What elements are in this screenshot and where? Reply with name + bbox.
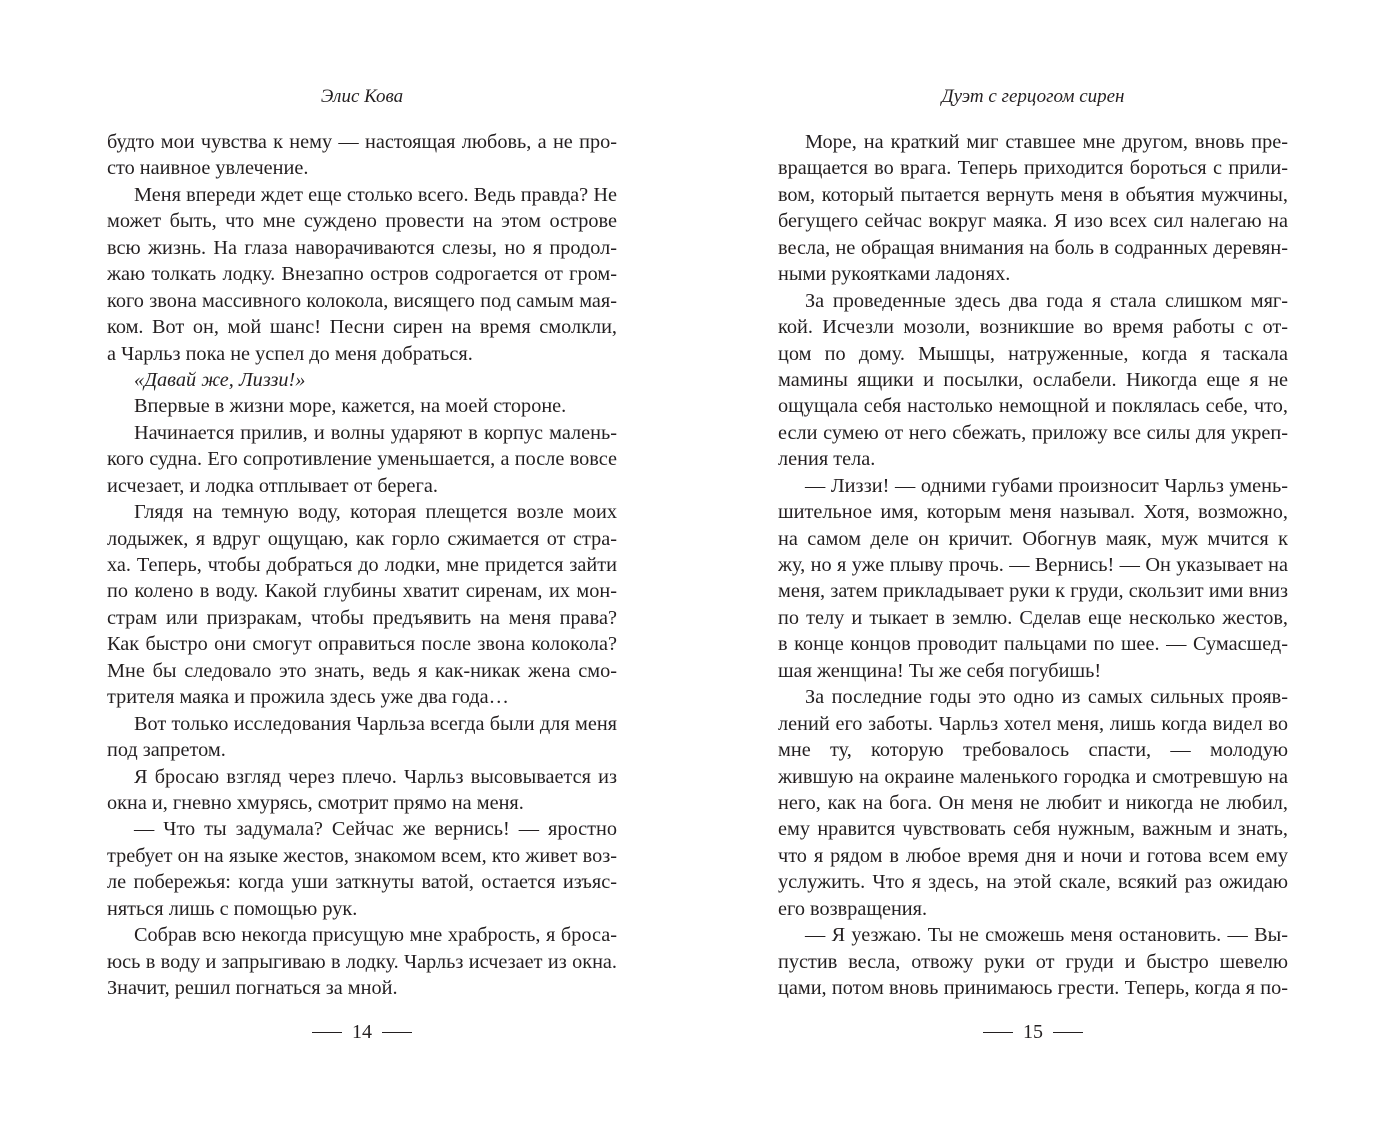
text-line: а Чарльз пока не успел до меня добраться. xyxy=(107,342,473,365)
text-line: ными рукоятками ладонях. xyxy=(778,263,1011,286)
text-line: Собрав всю некогда присущую мне храбрость, я броса- xyxy=(134,924,617,947)
page-number xyxy=(107,1021,617,1044)
text-line: няться лишь с помощью рук. xyxy=(107,897,358,920)
text-line: кой. Исчезли мозоли, возникшие во время работы с от- xyxy=(778,316,1288,339)
text-line: Вот только исследования Чарльза всегда были для меня xyxy=(134,712,617,735)
text-line: За последние годы это одно из самых сильных прояв- xyxy=(805,686,1288,709)
text-line: вращается во врага. Теперь приходится бороться с прили- xyxy=(778,157,1288,180)
text-line: сто наивное увлечение. xyxy=(107,157,309,180)
text-line: по телу и тыкает в землю. Сделав еще несколько жестов, xyxy=(778,606,1288,629)
text-line: Меня впереди ждет еще столько всего. Ведь правда? Не xyxy=(134,183,617,206)
text-line: лодыжек, я вдруг ощущаю, как горло сжимается от стра- xyxy=(107,527,617,550)
text-line: его возвращения. xyxy=(778,897,928,920)
folio-dash xyxy=(983,1032,1013,1033)
text-line: Значит, решил погнаться за мной. xyxy=(107,977,398,999)
text-line: требует он на языке жестов, знакомом всем, кто живет воз- xyxy=(107,844,617,867)
text-line: За проведенные здесь два года я стала слишком мяг- xyxy=(805,289,1288,312)
text-line: если сумею от него сбежать, приложу все силы для укреп- xyxy=(778,421,1288,444)
text-line: что я рядом в любое время дня и ночи и готова всем ему xyxy=(778,844,1288,867)
text-line: ощущала себя настолько немощной и поклялась себе, что, xyxy=(778,395,1288,418)
body-text xyxy=(778,129,1288,1001)
text-line: — Я уезжаю. Ты не сможешь меня остановить. — Вы- xyxy=(805,924,1288,947)
text-line: Начинается прилив, и волны ударяют в корпус малень- xyxy=(134,421,617,444)
text-line: шительное имя, которым меня называл. Хотя, возможно, xyxy=(778,501,1288,524)
text-line: ком. Вот он, мой шанс! Песни сирен на время смолкли, xyxy=(107,316,617,339)
text-line: жу, но я уже плыву прочь. — Вернись! — Он указывает на xyxy=(778,554,1288,576)
text-line: вом, который пытается вернуть меня в объятия мужчины, xyxy=(778,183,1288,206)
text-line: кого звона массивного колокола, висящего под самым мая- xyxy=(107,289,617,312)
text-line: страм или призракам, чтобы предъявить на меня права? xyxy=(107,606,617,629)
text-line: услужить. Что я здесь, на этой скале, всякий раз ожидаю xyxy=(778,871,1288,894)
page-number-value: 15 xyxy=(1023,1021,1043,1043)
folio-dash xyxy=(1053,1032,1083,1033)
text-line: — Что ты задумала? Сейчас же вернись! — яростно xyxy=(134,818,617,841)
text-line: пустив весла, отвожу руки от груди и быстро шевелю xyxy=(778,950,1288,973)
text-line: ления тела. xyxy=(778,448,876,471)
text-line: мамины ящики и посылки, ослабели. Никогда еще я не xyxy=(778,368,1288,391)
text-line: него, как на бога. Он меня не любит и никогда не любил, xyxy=(778,791,1288,814)
left-page xyxy=(107,0,617,1125)
running-head-author: Элис Кова xyxy=(320,86,404,107)
text-line: Впервые в жизни море, кажется, на моей стороне. xyxy=(134,395,567,418)
page-number-value: 14 xyxy=(352,1021,372,1043)
folio-dash xyxy=(312,1032,342,1033)
text-line: Мне бы следовало это знать, ведь я как-никак жена смо- xyxy=(107,659,617,682)
body-text xyxy=(107,129,617,1001)
text-line: под запретом. xyxy=(107,739,226,762)
text-line: Как быстро они смогут оправиться после звона колокола? xyxy=(107,633,617,656)
text-line: кого судна. Его сопротивление уменьшается, а после вовсе xyxy=(107,448,617,471)
text-line: трителя маяка и прожила здесь уже два года… xyxy=(107,686,509,709)
text-line: по колено в воду. Какой глубины хватит сиренам, их мон- xyxy=(107,580,617,603)
text-line: жаю толкать лодку. Внезапно остров содрогается от гром- xyxy=(107,263,617,286)
text-line: лений его заботы. Чарльз хотел меня, лишь когда видел во xyxy=(778,712,1288,735)
right-page xyxy=(778,0,1288,1125)
text-line: окна и, гневно хмурясь, смотрит прямо на меня. xyxy=(107,791,524,814)
text-line: Море, на краткий миг ставшее мне другом, вновь пре- xyxy=(805,131,1288,153)
text-line: бегущего сейчас вокруг маяка. Я изо всех сил налегаю на xyxy=(778,210,1288,233)
text-line: шая женщина! Ты же себя погубишь! xyxy=(778,659,1102,682)
text-line: мне ту, которую требовалось спасти, — молодую xyxy=(778,739,1288,762)
text-line: может быть, что мне суждено провести на этом острове xyxy=(107,210,617,233)
text-line: Глядя на темную воду, которая плещется возле моих xyxy=(134,501,617,524)
text-line: в конце концов проводит пальцами по шее. — Сумасшед- xyxy=(778,633,1288,656)
running-head-title: Дуэт с герцогом сирен xyxy=(941,86,1125,107)
text-line: ха. Теперь, чтобы добраться до лодки, мне придется зайти xyxy=(107,554,617,576)
text-line: цами, потом вновь принимаюсь грести. Теперь, когда я по- xyxy=(778,977,1288,999)
text-line: будто мои чувства к нему — настоящая любовь, а не про- xyxy=(107,131,617,153)
text-line: ле побережья: когда уши заткнуты ватой, остается изъяс- xyxy=(107,871,617,894)
text-line: меня, затем прикладывает руки к груди, скользит ими вниз xyxy=(778,580,1288,603)
page-number xyxy=(778,1021,1288,1044)
text-line: — Лиззи! — одними губами произносит Чарльз умень- xyxy=(805,474,1288,497)
text-line: «Давай же, Лиззи!» xyxy=(134,368,306,391)
text-line: всю жизнь. На глаза наворачиваются слезы, но я продол- xyxy=(107,236,617,259)
text-line: юсь в воду и запрыгиваю в лодку. Чарльз исчезает из окна. xyxy=(107,950,617,973)
text-line: ему нравится чувствовать себя нужным, важным и знать, xyxy=(778,818,1288,841)
text-line: Я бросаю взгляд через плечо. Чарльз высовывается из xyxy=(134,765,617,788)
text-line: на самом деле он кричит. Обогнув маяк, муж мчится к xyxy=(778,527,1288,550)
text-line: жившую на окраине маленького городка и смотревшую на xyxy=(778,765,1288,788)
text-line: весла, не обращая внимания на боль в содранных деревян- xyxy=(778,236,1288,259)
folio-dash xyxy=(382,1032,412,1033)
text-line: цом по дому. Мышцы, натруженные, когда я таскала xyxy=(778,342,1288,365)
text-line: исчезает, и лодка отплывает от берега. xyxy=(107,474,438,497)
